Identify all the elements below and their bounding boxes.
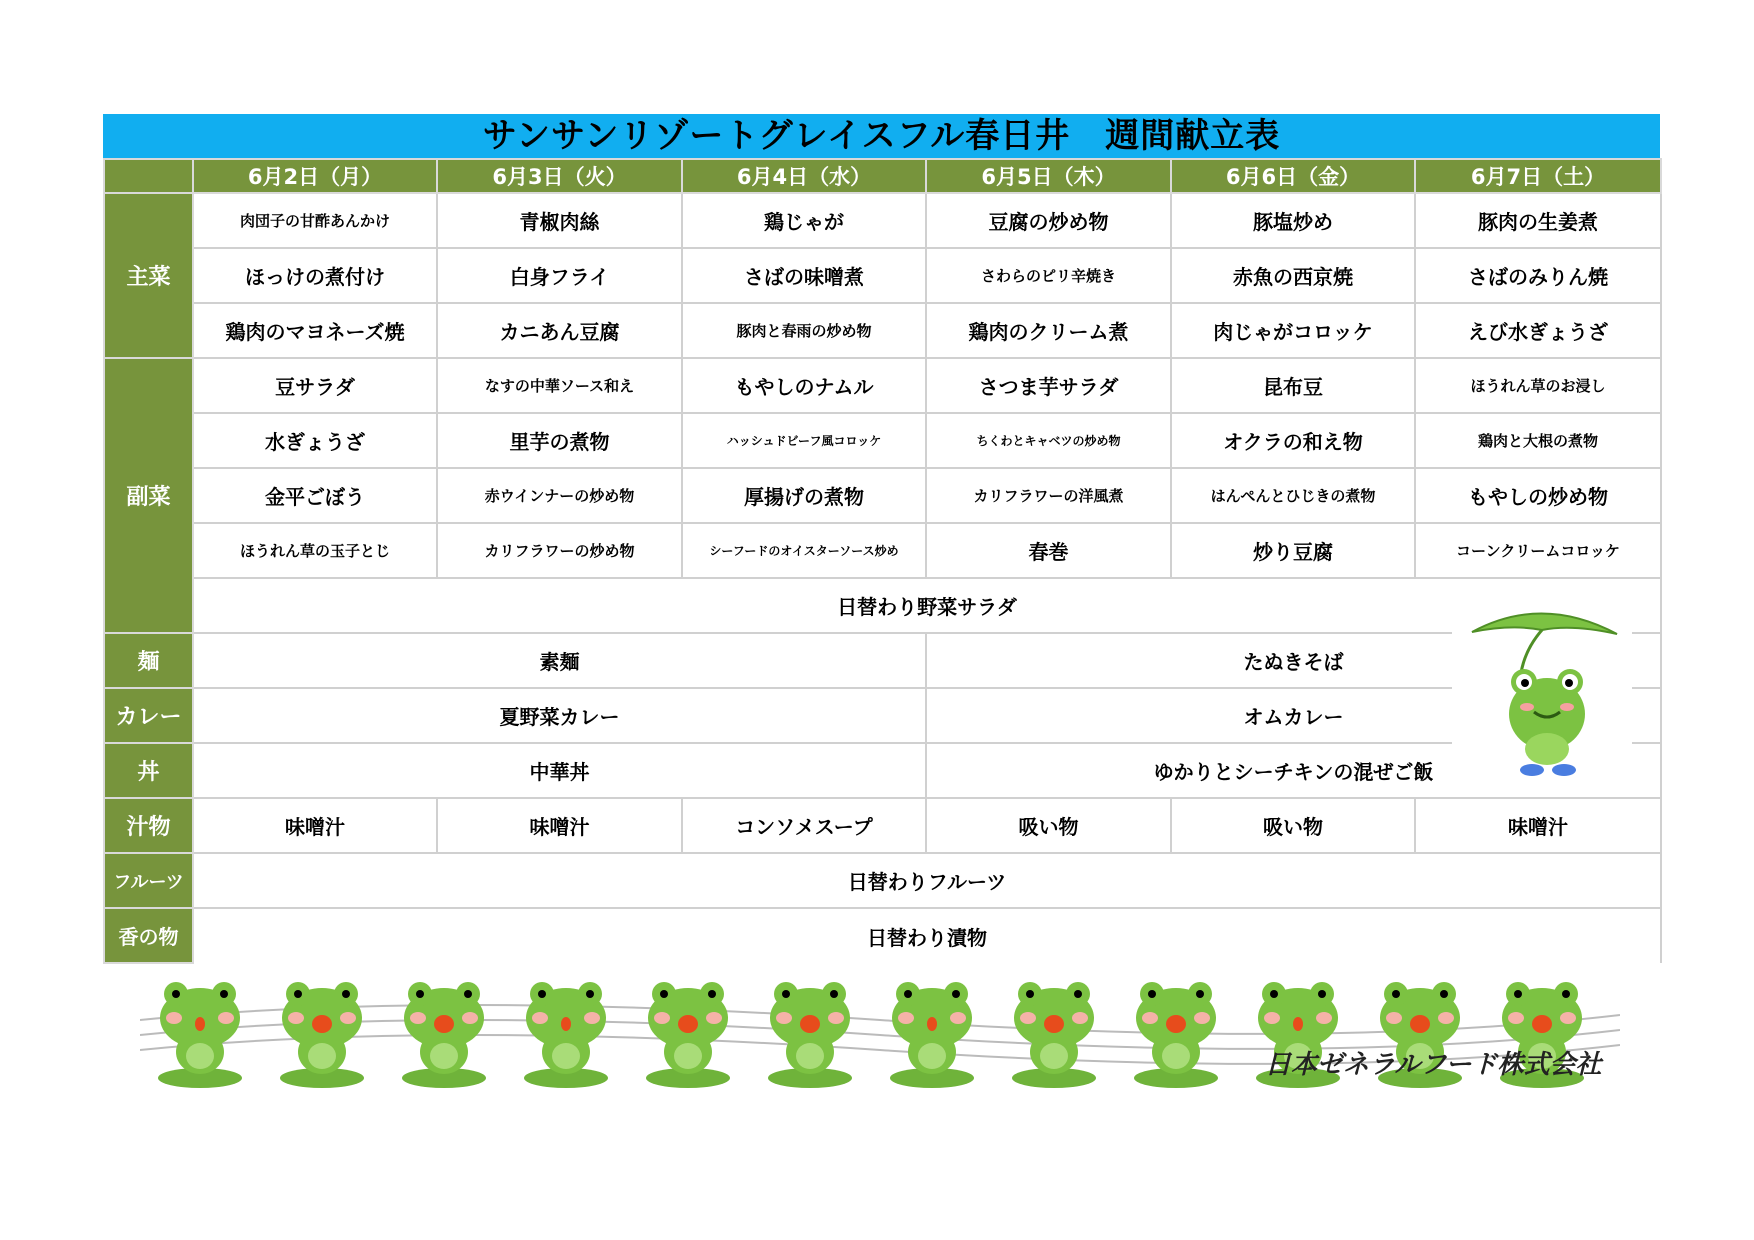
dish-cell: はんぺんとひじきの煮物 [1171,468,1415,523]
dish-cell: 豆腐の炒め物 [926,193,1171,248]
day-header: 6月6日（金） [1171,159,1415,193]
dish-cell: 炒り豆腐 [1171,523,1415,578]
dish-cell: 鶏じゃが [682,193,926,248]
dish-cell: ほっけの煮付け [193,248,437,303]
page-title: サンサンリゾートグレイスフル春日井 週間献立表 [103,114,1660,158]
dish-cell: カリフラワーの炒め物 [437,523,682,578]
menu-table [103,158,1662,964]
dish-cell: 吸い物 [926,798,1171,853]
corner-cell [104,159,193,193]
table-row [104,743,1661,798]
frog-icon [280,982,364,1088]
day-header: 6月2日（月） [193,159,437,193]
frog-icon [1012,982,1096,1088]
dish-cell: 日替わり漬物 [193,908,1661,963]
dish-cell: 金平ごぼう [193,468,437,523]
category-don: 丼 [104,743,193,798]
category-noodle: 麺 [104,633,193,688]
dish-cell: カニあん豆腐 [437,303,682,358]
dish-cell: 味噌汁 [1415,798,1661,853]
table-row [104,248,1661,303]
frog-icon [1134,982,1218,1088]
dish-cell: 肉団子の甘酢あんかけ [193,193,437,248]
dish-cell: 赤魚の西京焼 [1171,248,1415,303]
table-row [104,908,1661,963]
dish-cell: 豆サラダ [193,358,437,413]
dish-cell: ほうれん草の玉子とじ [193,523,437,578]
dish-cell: 昆布豆 [1171,358,1415,413]
dish-cell: ちくわとキャベツの炒め物 [926,413,1171,468]
menu-sheet [103,114,1660,964]
dish-cell: なすの中華ソース和え [437,358,682,413]
frog-umbrella-illustration [1452,604,1632,784]
dish-cell: 素麺 [193,633,926,688]
dish-cell: 味噌汁 [437,798,682,853]
dish-cell: さばの味噌煮 [682,248,926,303]
table-row [104,853,1661,908]
dish-cell: 赤ウインナーの炒め物 [437,468,682,523]
dish-cell: 日替わりフルーツ [193,853,1661,908]
frog-icon [524,982,608,1088]
dish-cell: オムカレー [926,688,1661,743]
dish-cell: 夏野菜カレー [193,688,926,743]
dish-cell: 肉じゃがコロッケ [1171,303,1415,358]
dish-cell: もやしの炒め物 [1415,468,1661,523]
dish-cell: もやしのナムル [682,358,926,413]
table-row [104,578,1661,633]
dish-cell: 青椒肉絲 [437,193,682,248]
frog-icon [402,982,486,1088]
daily-salad-cell: 日替わり野菜サラダ [193,578,1661,633]
day-header: 6月4日（水） [682,159,926,193]
dish-cell: 豚肉の生姜煮 [1415,193,1661,248]
dish-cell: 厚揚げの煮物 [682,468,926,523]
frog-icon [646,982,730,1088]
dish-cell: コーンクリームコロッケ [1415,523,1661,578]
table-row [104,798,1661,853]
dish-cell: 鶏肉のクリーム煮 [926,303,1171,358]
dish-cell: たぬきそば [926,633,1661,688]
date-header-row [104,159,1661,193]
frog-icon [158,982,242,1088]
dish-cell: ハッシュドビーフ風コロッケ [682,413,926,468]
dish-cell: 豚塩炒め [1171,193,1415,248]
frog-icon [890,982,974,1088]
category-fruit: フルーツ [104,853,193,908]
table-row [104,303,1661,358]
dish-cell: 鶏肉のマヨネーズ焼 [193,303,437,358]
table-row [104,688,1661,743]
table-row [104,523,1661,578]
dish-cell: シーフードのオイスターソース炒め [682,523,926,578]
dish-cell: オクラの和え物 [1171,413,1415,468]
dish-cell: ほうれん草のお浸し [1415,358,1661,413]
day-header: 6月7日（土） [1415,159,1661,193]
dish-cell: 里芋の煮物 [437,413,682,468]
day-header: 6月5日（木） [926,159,1171,193]
dish-cell: 白身フライ [437,248,682,303]
frog-icon [768,982,852,1088]
category-main: 主菜 [104,193,193,358]
dish-cell: 鶏肉と大根の煮物 [1415,413,1661,468]
table-row [104,468,1661,523]
table-row [104,413,1661,468]
dish-cell: えび水ぎょうざ [1415,303,1661,358]
day-header: 6月3日（火） [437,159,682,193]
dish-cell: 春巻 [926,523,1171,578]
category-side: 副菜 [104,358,193,633]
dish-cell: 味噌汁 [193,798,437,853]
dish-cell: さつま芋サラダ [926,358,1171,413]
dish-cell: 水ぎょうざ [193,413,437,468]
table-row [104,633,1661,688]
dish-cell: 豚肉と春雨の炒め物 [682,303,926,358]
category-pickles: 香の物 [104,908,193,963]
table-row [104,358,1661,413]
dish-cell: 吸い物 [1171,798,1415,853]
dish-cell: さわらのピリ辛焼き [926,248,1171,303]
dish-cell: ゆかりとシーチキンの混ぜご飯 [926,743,1661,798]
table-row [104,193,1661,248]
dish-cell: カリフラワーの洋風煮 [926,468,1171,523]
category-soup: 汁物 [104,798,193,853]
dish-cell: 中華丼 [193,743,926,798]
category-curry: カレー [104,688,193,743]
dish-cell: さばのみりん焼 [1415,248,1661,303]
dish-cell: コンソメスープ [682,798,926,853]
company-name: 日本ゼネラルフード株式会社 [1265,1050,1602,1080]
